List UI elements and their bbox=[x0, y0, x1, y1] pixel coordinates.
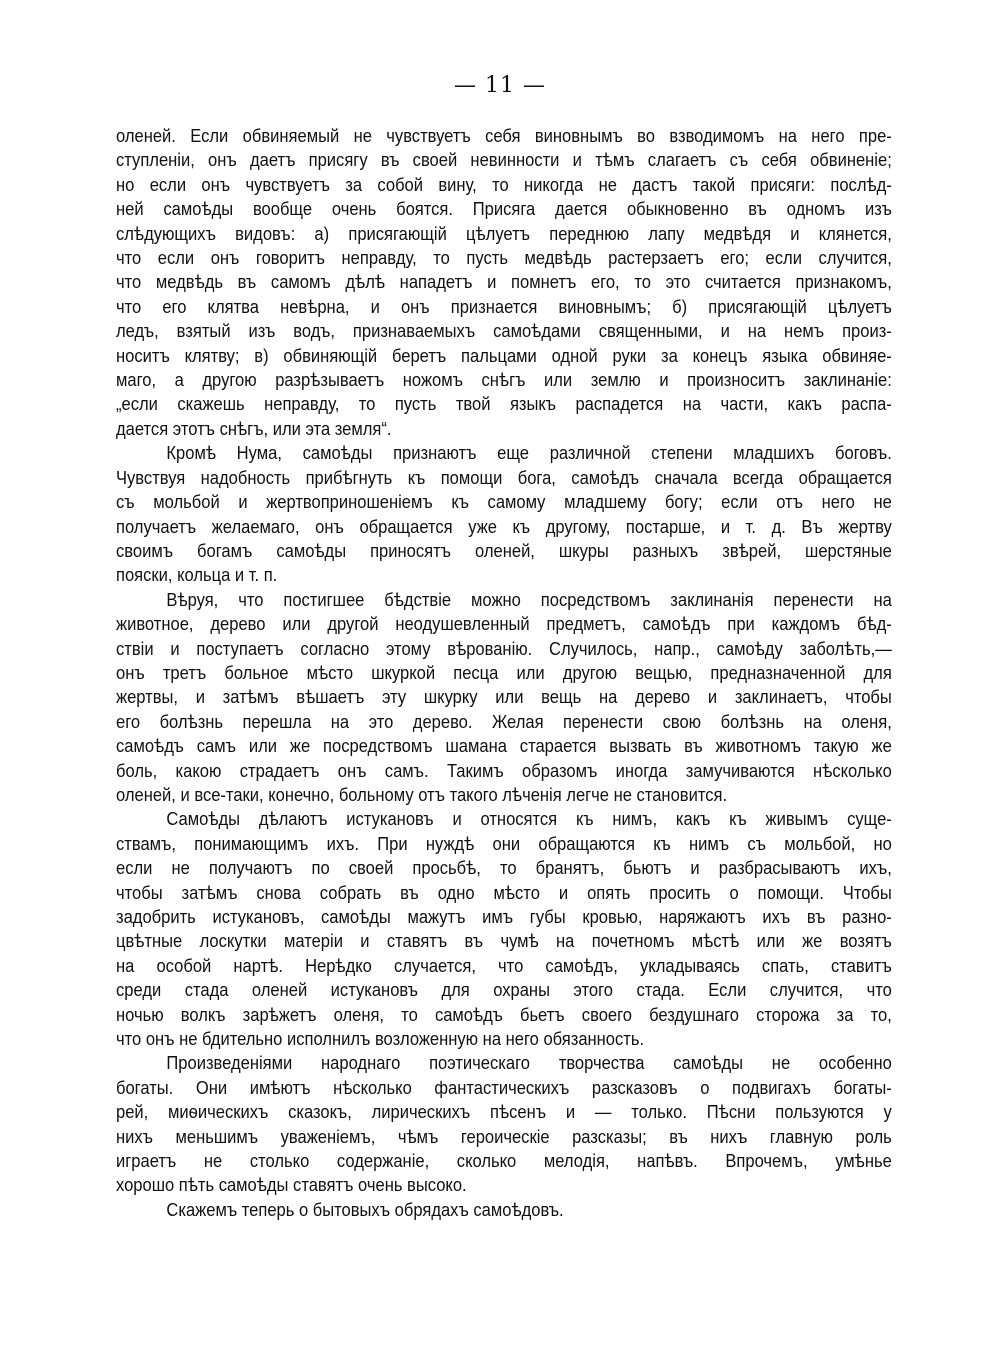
text-line: „если скажешь неправду, то пусть твой языкъ распадется на части, какъ распа- bbox=[116, 393, 892, 415]
paragraph bbox=[116, 1198, 814, 1222]
text-line: боль, какою страдаетъ онъ самъ. Такимъ образомъ иногда замучиваются нѣсколько bbox=[116, 759, 892, 781]
text-line: животное, дерево или другой неодушевленный предметъ, самоѣдъ при каждомъ бѣд- bbox=[116, 613, 892, 635]
text-line: его болѣзнь перешла на это дерево. Желая перенести свою болѣзнь на оленя, bbox=[116, 710, 892, 732]
text-line: ней самоѣды вообще очень боятся. Присяга дается обыкновенно въ одномъ изъ bbox=[116, 198, 892, 220]
text-line: оленей. Если обвиняемый не чувствуетъ себя виновнымъ во взводимомъ на него пре- bbox=[116, 125, 892, 146]
text-line: онъ третъ больное мѣсто шкуркой песца или другою вещью, предназначенной для bbox=[116, 661, 892, 683]
text-line: ствамъ, понимающимъ ихъ. При нуждѣ они обращаются къ нимъ съ мольбой, но bbox=[116, 832, 892, 854]
text-line: чтобы затѣмъ снова собрать въ одно мѣсто и опять просить о помощи. Чтобы bbox=[116, 881, 892, 903]
text-line: самоѣдъ самъ или же посредствомъ шамана старается вызвать въ животномъ такую же bbox=[116, 735, 892, 757]
text-line: что медвѣдь въ самомъ дѣлѣ нападетъ и помнетъ его, то это считается признакомъ, bbox=[116, 271, 892, 293]
page-number: — 11 — bbox=[454, 73, 546, 98]
text-line: но если онъ чувствуетъ за собой вину, то никогда не дастъ такой присяги: послѣд- bbox=[116, 173, 892, 195]
text-line: цвѣтные лоскутки матеріи и ставятъ въ чумѣ на почетномъ мѣстѣ или же возятъ bbox=[116, 930, 892, 952]
text-line: Чувствуя надобность прибѣгнуть къ помощи бога, самоѣдъ сначала всегда обращается bbox=[116, 466, 892, 488]
text-line: жертвы, и затѣмъ вѣшаетъ эту шкурку или вещь на дерево и заклинаетъ, чтобы bbox=[116, 686, 892, 708]
text-line: Произведеніями народнаго поэтическаго творчества самоѣды не особенно bbox=[166, 1052, 892, 1074]
text-line: Кромѣ Нума, самоѣды признаютъ еще различной степени младшихъ боговъ. bbox=[166, 442, 892, 464]
text-line: ночью волкъ зарѣжетъ оленя, то самоѣдъ бьетъ своего бездушнаго сторожа за то, bbox=[116, 1003, 892, 1025]
text-line: пояски, кольца и т. п. bbox=[116, 564, 278, 586]
text-line: Скажемъ теперь о бытовыхъ обрядахъ самоѣдовъ. bbox=[166, 1198, 564, 1220]
text-line: ледъ, взятый изъ водъ, признаваемыхъ самоѣдами священными, и на немъ произ- bbox=[116, 320, 892, 342]
paragraph bbox=[116, 441, 892, 587]
text-line: Самоѣды дѣлаютъ истукановъ и относятся къ нимъ, какъ къ живымъ суще- bbox=[166, 808, 892, 830]
text-line: съ мольбой и жертвоприношеніемъ къ самому младшему богу; если отъ него не bbox=[116, 491, 892, 513]
text-line: ступленіи, онъ даетъ присягу въ своей невинности и тѣмъ слагаетъ съ себя обвиненіе; bbox=[116, 149, 892, 171]
text-line: что онъ не бдительно исполнилъ возложенную на него обязанность. bbox=[116, 1028, 645, 1050]
paragraph bbox=[116, 1051, 892, 1197]
body-text bbox=[116, 124, 892, 1222]
text-line: что его клятва невѣрна, и онъ признается виновнымъ; б) присягающій цѣлуетъ bbox=[116, 295, 892, 317]
text-line: Вѣруя, что постигшее бѣдствіе можно посредствомъ заклинанія перенести на bbox=[166, 588, 892, 610]
text-line: среди стада оленей истукановъ для охраны этого стада. Если случится, что bbox=[116, 979, 892, 1001]
text-line: слѣдующихъ видовъ: а) присягающій цѣлуетъ переднюю лапу медвѣдя и клянется, bbox=[116, 222, 892, 244]
paragraph bbox=[116, 807, 892, 1051]
text-line: рей, миѳическихъ сказокъ, лирическихъ пѣсенъ и — только. Пѣсни пользуются у bbox=[116, 1101, 892, 1123]
text-line: ствіи и поступаетъ согласно этому вѣрованію. Случилось, напр., самоѣду заболѣть,— bbox=[116, 637, 892, 659]
text-line: задобрить истукановъ, самоѣды мажутъ имъ губы кровью, наряжаютъ ихъ въ разно- bbox=[116, 906, 892, 927]
text-line: своимъ богамъ самоѣды приносятъ оленей, шкуры разныхъ звѣрей, шерстяные bbox=[116, 539, 892, 561]
text-line: дается этотъ снѣгъ, или эта земля“. bbox=[116, 417, 392, 439]
text-line: богаты. Они имѣютъ нѣсколько фантастическихъ разсказовъ о подвигахъ богаты- bbox=[116, 1076, 892, 1098]
text-line: получаетъ желаемаго, онъ обращается уже къ другому, постарше, и т. д. Въ жертву bbox=[116, 515, 892, 537]
text-line: маго, а другою разрѣзываетъ ножомъ снѣгъ или землю и произноситъ заклинаніе: bbox=[116, 369, 892, 391]
paragraph bbox=[116, 588, 892, 808]
text-line: что если онъ говоритъ неправду, то пусть медвѣдь растерзаетъ его; если случится, bbox=[116, 247, 892, 269]
text-line: на особой нартѣ. Нерѣдко случается, что самоѣдъ, укладываясь спать, ставитъ bbox=[116, 954, 892, 976]
text-line: нихъ меньшимъ уваженіемъ, чѣмъ героическіе разсказы; въ нихъ главную роль bbox=[116, 1125, 892, 1147]
text-line: если не получаютъ по своей просьбѣ, то бранятъ, бьютъ и разбрасываютъ ихъ, bbox=[116, 857, 892, 879]
text-line: оленей, и все-таки, конечно, больному отъ такого лѣченія легче не становится. bbox=[116, 783, 728, 805]
text-line: играетъ не столько содержаніе, сколько мелодія, напѣвъ. Впрочемъ, умѣнье bbox=[116, 1150, 892, 1172]
text-line: хорошо пѣть самоѣды ставятъ очень высоко. bbox=[116, 1174, 467, 1196]
text-line: носитъ клятву; в) обвиняющій беретъ пальцами одной руки за конецъ языка обвиняе- bbox=[116, 344, 892, 366]
paragraph bbox=[116, 124, 892, 441]
